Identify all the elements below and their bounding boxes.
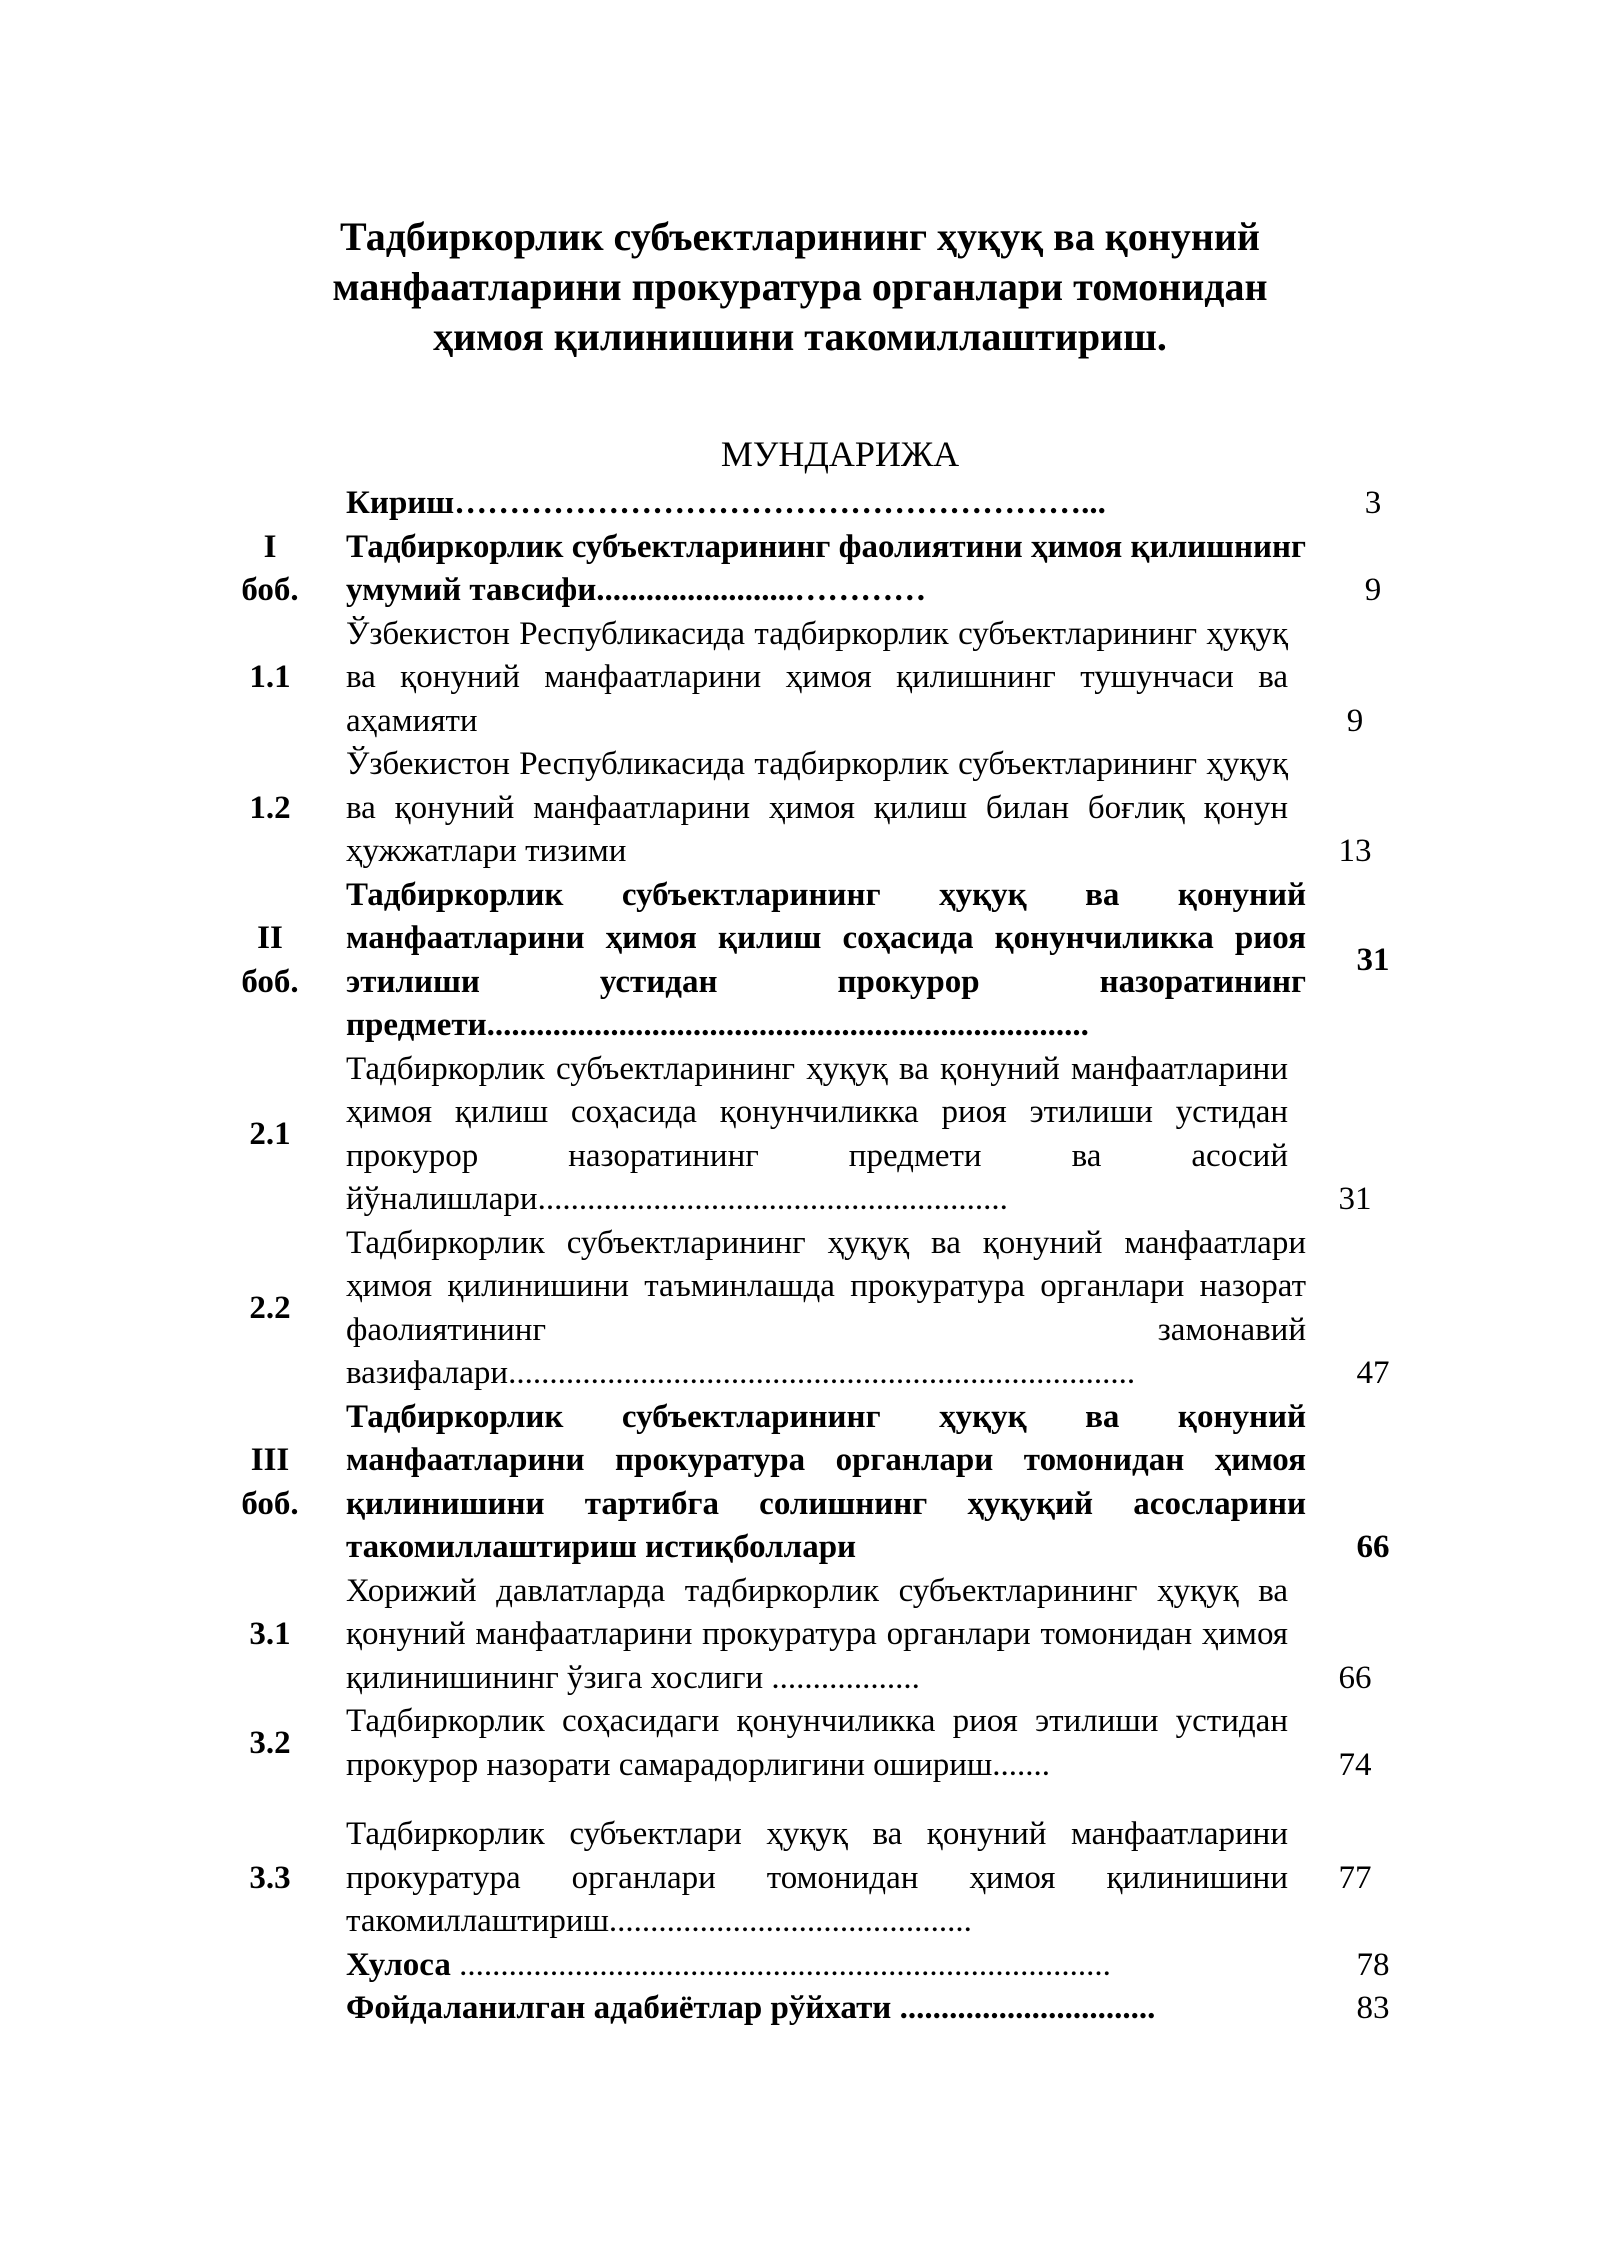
- toc-entry-dots: ...............................: [891, 1990, 1156, 2026]
- toc-entry-section-3-2: [220, 1700, 1440, 1787]
- toc-entry-number: 3.3: [249, 1859, 291, 1896]
- toc-entry-page: 74: [1338, 1746, 1372, 1783]
- toc-entry-number: 1.2: [249, 789, 291, 826]
- toc-entry-text: Ўзбекистон Республикасида тадбиркорлик субъектларининг ҳуқуқ ва қонуний манфаатларини ҳимоя қилиш билан боғлиқ қонун ҳужжатлари тизими: [346, 746, 1288, 869]
- toc-entry-number: 2.2: [249, 1289, 291, 1326]
- toc-entry-page: 66: [1356, 1529, 1390, 1565]
- toc-entry-text: Тадбиркорлик субъектларининг ҳуқуқ ва қонуний манфаатларини ҳимоя қилиш соҳасида қонунчиликка риоя этилиши устидан прокурор назоратининг предмети ва асосий йўналишлари.........................................................: [346, 1050, 1288, 1217]
- title-line: ҳимоя қилинишини такомиллаштириш.: [433, 314, 1167, 359]
- toc-heading: МУНДАРИЖА: [720, 434, 960, 474]
- toc-entry-page: 66: [1338, 1659, 1372, 1696]
- toc-entry-chapter-1: [220, 526, 1440, 613]
- toc-entry-page: 83: [1356, 1990, 1390, 2026]
- chapter-numeral: II: [257, 920, 283, 956]
- toc-entry-section-2-1: [220, 1048, 1440, 1222]
- toc-entry-page: 9: [1346, 702, 1364, 739]
- chapter-numeral: I: [263, 528, 277, 565]
- toc-entry-page: 3: [1364, 485, 1382, 521]
- toc-entry-page: 9: [1364, 572, 1382, 608]
- toc-entry-text: Тадбиркорлик субъектларининг ҳуқуқ ва қонуний манфаатларини ҳимоя қилиш соҳасида қонунчиликка риоя этилиши устидан прокурор назоратининг предмети.........................................................................: [346, 876, 1306, 1043]
- toc-entry-number: [220, 917, 320, 1004]
- toc-entry-section-1-1: [220, 613, 1440, 744]
- toc-entry-text: Хорижий давлатларда тадбиркорлик субъектларининг ҳуқуқ ва қонуний манфаатларини прокуратура органлари томонидан ҳимоя қилинишининг ўзига хослиги ..................: [346, 1572, 1288, 1696]
- toc-entry-chapter-3: [220, 1396, 1440, 1570]
- toc-entry-page: 77: [1338, 1859, 1372, 1896]
- toc-entry-text: Тадбиркорлик субъектларининг ҳуқуқ ва қонуний манфаатлари ҳимоя қилинишини таъминлашда прокуратура органлари назорат фаолиятининг замонавий вазифалари............................................................................: [346, 1224, 1306, 1391]
- toc-entry-number: 3.1: [249, 1616, 291, 1652]
- toc-entry-section-2-2: [220, 1222, 1440, 1396]
- toc-entry-label: Фойдаланилган адабиётлар рўйхати: [346, 1990, 892, 2026]
- toc-entry-number: 3.2: [249, 1724, 291, 1761]
- toc-entry-page: 31: [1338, 1181, 1372, 1217]
- table-of-contents: [220, 482, 1440, 2031]
- chapter-label: боб.: [241, 963, 299, 1000]
- chapter-numeral: III: [250, 1442, 290, 1478]
- toc-entry-label: Хулоса: [346, 1946, 451, 1983]
- title-line: манфаатларини прокуратура органлари томонидан: [332, 264, 1268, 309]
- toc-entry-page: 47: [1356, 1355, 1390, 1391]
- toc-entry-section-3-1: [220, 1570, 1440, 1701]
- toc-entry-text: [346, 1944, 1306, 1988]
- toc-entry-text: Тадбиркорлик субъектлари ҳуқуқ ва қонуний манфаатларини прокуратура органлари томонидан ҳимоя қилинишини такомиллаштириш............................................: [346, 1816, 1288, 1939]
- toc-entry-page: 78: [1356, 1946, 1390, 1983]
- toc-entry-number: 2.1: [249, 1115, 291, 1152]
- chapter-label: боб.: [241, 1485, 299, 1522]
- chapter-label: боб.: [241, 572, 299, 608]
- toc-entry-text: Тадбиркорлик соҳасидаги қонунчиликка риоя этилиши устидан прокурор назорати самарадорлигини ошириш.......: [346, 1703, 1288, 1783]
- toc-entry-text: [346, 1987, 1306, 2031]
- title-line: Тадбиркорлик субъектларининг ҳуқуқ ва қонуний: [340, 214, 1260, 259]
- toc-entry-section-1-2: [220, 743, 1440, 874]
- toc-entry-dots: ...............................................................................: [450, 1946, 1111, 1983]
- document-title: [230, 212, 1370, 362]
- toc-entry-number: 1.1: [249, 659, 291, 695]
- toc-entry-text: Кириш…………………………………………………...: [346, 485, 1106, 521]
- toc-entry-page: 31: [1356, 941, 1390, 978]
- toc-entry-references: [220, 1987, 1440, 2031]
- toc-entry-page: 13: [1338, 833, 1372, 869]
- toc-entry-conclusion: [220, 1944, 1440, 1988]
- toc-entry-chapter-2: [220, 874, 1440, 1048]
- toc-spacer: [220, 1787, 1440, 1813]
- toc-entry-text: Тадбиркорлик субъектларининг фаолиятини ҳимоя қилишнинг умумий тавсифи........................…………: [346, 528, 1306, 608]
- toc-entry-text: Тадбиркорлик субъектларининг ҳуқуқ ва қонуний манфаатларини прокуратура органлари томонидан ҳимоя қилинишини тартибга солишнинг ҳуқуқий асосларини такомиллаштириш истиқболлари: [346, 1398, 1306, 1565]
- toc-entry-text: Ўзбекистон Республикасида тадбиркорлик субъектларининг ҳуқуқ ва қонуний манфаатларини ҳимоя қилишнинг тушунчаси ва аҳамияти: [346, 615, 1288, 739]
- toc-entry-number: [220, 1439, 320, 1526]
- toc-entry-intro: [220, 482, 1440, 526]
- toc-entry-number: [220, 526, 320, 613]
- toc-entry-section-3-3: [220, 1813, 1440, 1944]
